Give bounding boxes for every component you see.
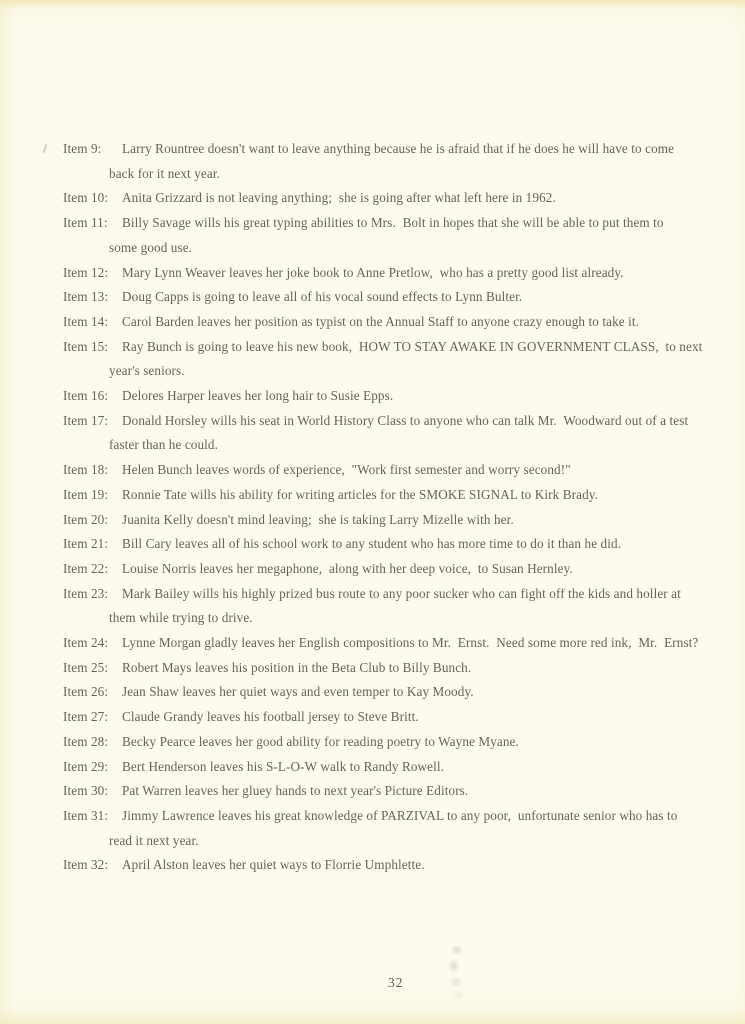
item-text: Bill Cary leaves all of his school work to any student who has more time to do it than he did. <box>122 536 622 552</box>
item-first-line <box>0 755 745 780</box>
item-first-line <box>0 680 745 705</box>
will-item <box>0 853 745 878</box>
item-first-line <box>0 779 745 804</box>
item-text: Ronnie Tate wills his ability for writing articles for the SMOKE SIGNAL to Kirk Brady. <box>122 486 599 502</box>
item-first-line <box>0 532 745 557</box>
item-label: Item 10: <box>63 190 109 206</box>
item-label: Item 30: <box>63 783 109 799</box>
item-first-line <box>0 631 745 656</box>
item-label: Item 17: <box>63 412 109 428</box>
item-text: Juanita Kelly doesn't mind leaving; she is taking Larry Mizelle with her. <box>122 511 514 527</box>
item-label: Item 28: <box>63 733 109 749</box>
item-first-line <box>0 137 745 162</box>
item-first-line <box>0 730 745 755</box>
item-first-line <box>0 384 745 409</box>
item-text: Billy Savage wills his great typing abilities to Mrs. Bolt in hopes that she will be able to put them to <box>122 215 664 231</box>
will-item <box>0 137 745 186</box>
item-text: Delores Harper leaves her long hair to Susie Epps. <box>122 388 394 404</box>
will-item <box>0 730 745 755</box>
item-label: Item 15: <box>63 338 109 354</box>
item-text: Becky Pearce leaves her good ability for reading poetry to Wayne Myane. <box>122 733 519 749</box>
item-first-line <box>0 211 745 236</box>
item-text: Mary Lynn Weaver leaves her joke book to Anne Pretlow, who has a pretty good list already. <box>122 264 624 280</box>
item-label: Item 14: <box>63 313 109 329</box>
item-text: Bert Henderson leaves his S-L-O-W walk to Randy Rowell. <box>122 758 445 774</box>
item-continuation-line <box>0 829 745 854</box>
will-item <box>0 458 745 483</box>
item-continuation-line <box>0 236 745 261</box>
item-text: Anita Grizzard is not leaving anything; she is going after what left here in 1962. <box>122 190 556 206</box>
item-text: April Alston leaves her quiet ways to Florrie Umphlette. <box>122 857 425 873</box>
senior-will-items-list <box>0 137 745 878</box>
item-label: Item 18: <box>63 462 109 478</box>
item-first-line <box>0 261 745 286</box>
will-item <box>0 680 745 705</box>
will-item <box>0 285 745 310</box>
will-item <box>0 779 745 804</box>
item-label: Item 26: <box>63 684 109 700</box>
will-item <box>0 186 745 211</box>
item-continuation-line <box>0 433 745 458</box>
item-text: Larry Rountree doesn't want to leave anything because he is afraid that if he does he will have to come <box>122 141 675 156</box>
will-item <box>0 631 745 656</box>
will-item <box>0 804 745 853</box>
item-label: Item 12: <box>63 264 109 280</box>
will-item <box>0 483 745 508</box>
item-first-line <box>0 508 745 533</box>
item-first-line <box>0 409 745 434</box>
item-label: Item 13: <box>63 289 109 305</box>
item-text: Lynne Morgan gladly leaves her English compositions to Mr. Ernst. Need some more red ink, Mr. Ernst? <box>122 635 699 651</box>
item-text: Carol Barden leaves her position as typist on the Annual Staff to anyone crazy enough to take it. <box>122 313 640 329</box>
item-first-line <box>0 656 745 681</box>
item-label: Item 20: <box>63 511 109 527</box>
will-item <box>0 261 745 286</box>
item-continuation-line <box>0 162 745 187</box>
item-first-line <box>0 458 745 483</box>
item-label: Item 11: <box>63 215 108 231</box>
item-label: Item 19: <box>63 486 109 502</box>
item-label: Item 29: <box>63 758 109 774</box>
item-label: Item 23: <box>63 585 109 601</box>
item-first-line <box>0 705 745 730</box>
will-item <box>0 384 745 409</box>
item-first-line <box>0 186 745 211</box>
item-label: Item 16: <box>63 388 109 404</box>
item-text: Helen Bunch leaves words of experience, "Work first semester and worry second!" <box>122 462 571 478</box>
item-label: Item 25: <box>63 659 109 675</box>
item-text: Louise Norris leaves her megaphone, along with her deep voice, to Susan Hernley. <box>122 560 573 576</box>
item-text: Claude Grandy leaves his football jersey to Steve Britt. <box>122 709 419 725</box>
item-text: Robert Mays leaves his position in the Beta Club to Billy Bunch. <box>122 659 472 675</box>
item-label: Item 9: <box>63 141 102 156</box>
item-label: Item 32: <box>63 857 109 873</box>
item-continuation-line <box>0 606 745 631</box>
will-item <box>0 755 745 780</box>
item-first-line <box>0 285 745 310</box>
ink-smudge <box>443 940 473 1002</box>
item-label: Item 22: <box>63 560 109 576</box>
will-item <box>0 211 745 260</box>
will-item <box>0 508 745 533</box>
item-first-line <box>0 335 745 360</box>
item-label: Item 31: <box>63 807 109 823</box>
page-number: 32 <box>388 975 404 990</box>
will-item <box>0 656 745 681</box>
item-text: Ray Bunch is going to leave his new book, HOW TO STAY AWAKE IN GOVERNMENT CLASS, to next <box>122 338 703 354</box>
item-text: Pat Warren leaves her gluey hands to next year's Picture Editors. <box>122 783 469 799</box>
item-text: some good use. <box>109 239 193 255</box>
item-first-line <box>0 557 745 582</box>
item-text: them while trying to drive. <box>109 610 253 626</box>
item-text: year's seniors. <box>109 363 185 379</box>
item-label: Item 21: <box>63 536 109 552</box>
item-continuation-line <box>0 359 745 384</box>
item-text: Donald Horsley wills his seat in World History Class to anyone who can talk Mr. Woodward out of a test <box>122 412 689 428</box>
will-item <box>0 532 745 557</box>
item-text: back for it next year. <box>109 165 220 181</box>
will-item <box>0 310 745 335</box>
item-first-line <box>0 582 745 607</box>
will-item <box>0 582 745 631</box>
will-item <box>0 705 745 730</box>
will-item <box>0 557 745 582</box>
will-item <box>0 409 745 458</box>
will-item <box>0 335 745 384</box>
item-first-line <box>0 483 745 508</box>
item-text: Jimmy Lawrence leaves his great knowledge of PARZIVAL to any poor, unfortunate senior who has to <box>122 807 678 823</box>
item-first-line <box>0 804 745 829</box>
item-first-line <box>0 310 745 335</box>
item-text: read it next year. <box>109 832 199 848</box>
item-text: Mark Bailey wills his highly prized bus route to any poor sucker who can fight off the kids and holler at <box>122 585 681 601</box>
item-text: Jean Shaw leaves her quiet ways and even temper to Kay Moody. <box>122 684 474 700</box>
item-text: faster than he could. <box>109 437 219 453</box>
item-first-line <box>0 853 745 878</box>
item-label: Item 24: <box>63 635 109 651</box>
item-text: Doug Capps is going to leave all of his vocal sound effects to Lynn Bulter. <box>122 289 523 305</box>
item-label: Item 27: <box>63 709 109 725</box>
